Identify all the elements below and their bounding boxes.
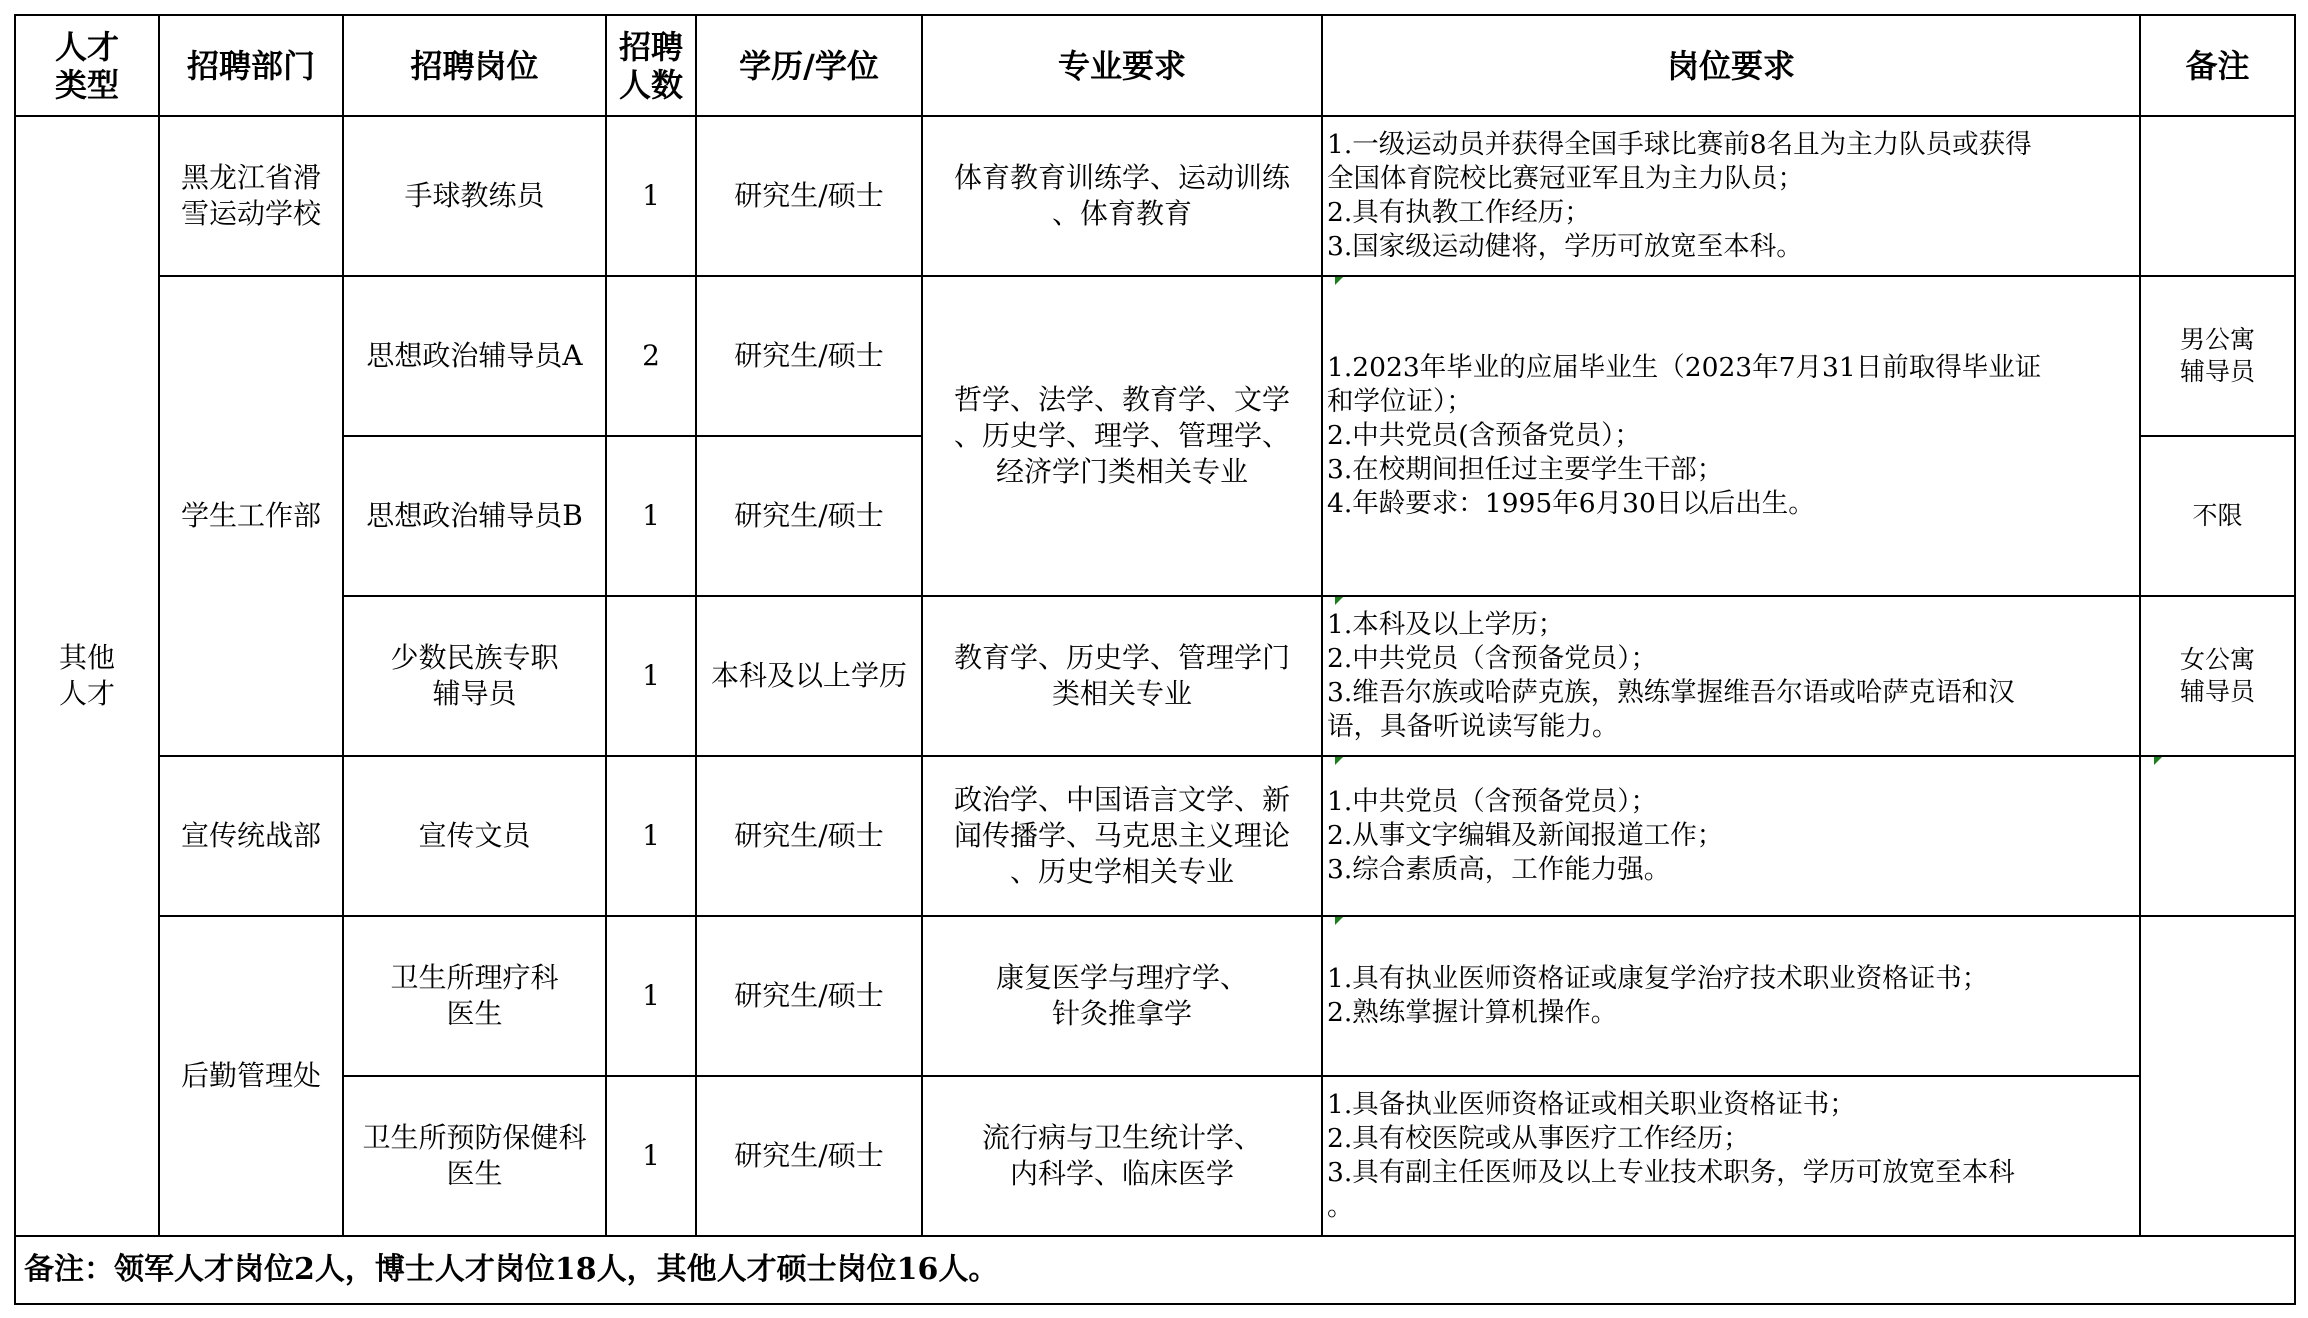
table-row: [15, 276, 2295, 436]
education-cell: 研究生/硕士: [696, 116, 922, 276]
cell-comment-marker: [2154, 757, 2162, 765]
education-cell: 研究生/硕士: [696, 276, 922, 436]
count-cell: 1: [606, 436, 696, 596]
cell-comment-marker: [1335, 757, 1343, 765]
education-cell: 研究生/硕士: [696, 916, 922, 1076]
count-cell: 1: [606, 916, 696, 1076]
table-row: [15, 596, 2295, 756]
requirements-cell: 1.具备执业医师资格证或相关职业资格证书； 2.具有校医院或从事医疗工作经历； 3.具有副主任医师及以上专业技术职务，学历可放宽至本科 。: [1322, 1076, 2140, 1236]
header-department: 招聘部门: [159, 15, 343, 116]
requirements-cell: 1.一级运动员并获得全国手球比赛前8名且为主力队员或获得 全国体育院校比赛冠亚军且为主力队员； 2.具有执教工作经历； 3.国家级运动健将，学历可放宽至本科。: [1322, 116, 2140, 276]
major-cell: 康复医学与理疗学、 针灸推拿学: [922, 916, 1322, 1076]
major-cell: 教育学、历史学、管理学门 类相关专业: [922, 596, 1322, 756]
major-cell: 哲学、法学、教育学、文学 、历史学、理学、管理学、 经济学门类相关专业: [922, 276, 1322, 596]
note-cell: 男公寓 辅导员: [2140, 276, 2295, 436]
note-cell: [2140, 116, 2295, 276]
post-cell: 卫生所理疗科 医生: [343, 916, 606, 1076]
table-row: [15, 756, 2295, 916]
requirements-cell: 1.中共党员（含预备党员）； 2.从事文字编辑及新闻报道工作； 3.综合素质高，工作能力强。: [1322, 756, 2140, 916]
header-count: 招聘 人数: [606, 15, 696, 116]
post-cell: 思想政治辅导员A: [343, 276, 606, 436]
cell-comment-marker: [1335, 597, 1343, 605]
major-cell: 政治学、中国语言文学、新 闻传播学、马克思主义理论 、历史学相关专业: [922, 756, 1322, 916]
requirements-cell: 1.具有执业医师资格证或康复学治疗技术职业资格证书； 2.熟练掌握计算机操作。: [1322, 916, 2140, 1076]
header-talent-type: 人才 类型: [15, 15, 159, 116]
education-cell: 研究生/硕士: [696, 756, 922, 916]
footer-note: 备注：领军人才岗位2人，博士人才岗位18人，其他人才硕士岗位16人。: [15, 1236, 2295, 1304]
post-cell: 手球教练员: [343, 116, 606, 276]
education-cell: 研究生/硕士: [696, 436, 922, 596]
count-cell: 1: [606, 116, 696, 276]
header-requirements: 岗位要求: [1322, 15, 2140, 116]
table-row: [15, 116, 2295, 276]
count-cell: 1: [606, 596, 696, 756]
education-cell: 本科及以上学历: [696, 596, 922, 756]
department-cell: 后勤管理处: [159, 916, 343, 1236]
post-cell: 卫生所预防保健科 医生: [343, 1076, 606, 1236]
post-cell: 思想政治辅导员B: [343, 436, 606, 596]
count-cell: 1: [606, 756, 696, 916]
note-cell: 不限: [2140, 436, 2295, 596]
footer-row: [15, 1236, 2295, 1304]
note-cell: 女公寓 辅导员: [2140, 596, 2295, 756]
major-cell: 体育教育训练学、运动训练 、体育教育: [922, 116, 1322, 276]
talent-type-cell: 其他 人才: [15, 116, 159, 1236]
note-cell: [2140, 916, 2295, 1236]
post-cell: 少数民族专职 辅导员: [343, 596, 606, 756]
header-education: 学历/学位: [696, 15, 922, 116]
major-cell: 流行病与卫生统计学、 内科学、临床医学: [922, 1076, 1322, 1236]
header-post: 招聘岗位: [343, 15, 606, 116]
header-major: 专业要求: [922, 15, 1322, 116]
table-row: [15, 916, 2295, 1076]
requirements-cell: 1.2023年毕业的应届毕业生（2023年7月31日前取得毕业证 和学位证）； 2.中共党员(含预备党员）； 3.在校期间担任过主要学生干部； 4.年龄要求：1995年6月30日以后出生。: [1322, 276, 2140, 596]
count-cell: 1: [606, 1076, 696, 1236]
header-row: [15, 15, 2295, 116]
header-note: 备注: [2140, 15, 2295, 116]
cell-comment-marker: [1335, 917, 1343, 925]
department-cell: 学生工作部: [159, 276, 343, 756]
department-cell: 宣传统战部: [159, 756, 343, 916]
department-cell: 黑龙江省滑 雪运动学校: [159, 116, 343, 276]
note-cell: [2140, 756, 2295, 916]
post-cell: 宣传文员: [343, 756, 606, 916]
count-cell: 2: [606, 276, 696, 436]
recruitment-table: [14, 14, 2296, 1305]
requirements-cell: 1.本科及以上学历； 2.中共党员（含预备党员）； 3.维吾尔族或哈萨克族，熟练掌握维吾尔语或哈萨克语和汉 语，具备听说读写能力。: [1322, 596, 2140, 756]
table-row: [15, 1076, 2295, 1236]
cell-comment-marker: [1335, 277, 1343, 285]
education-cell: 研究生/硕士: [696, 1076, 922, 1236]
